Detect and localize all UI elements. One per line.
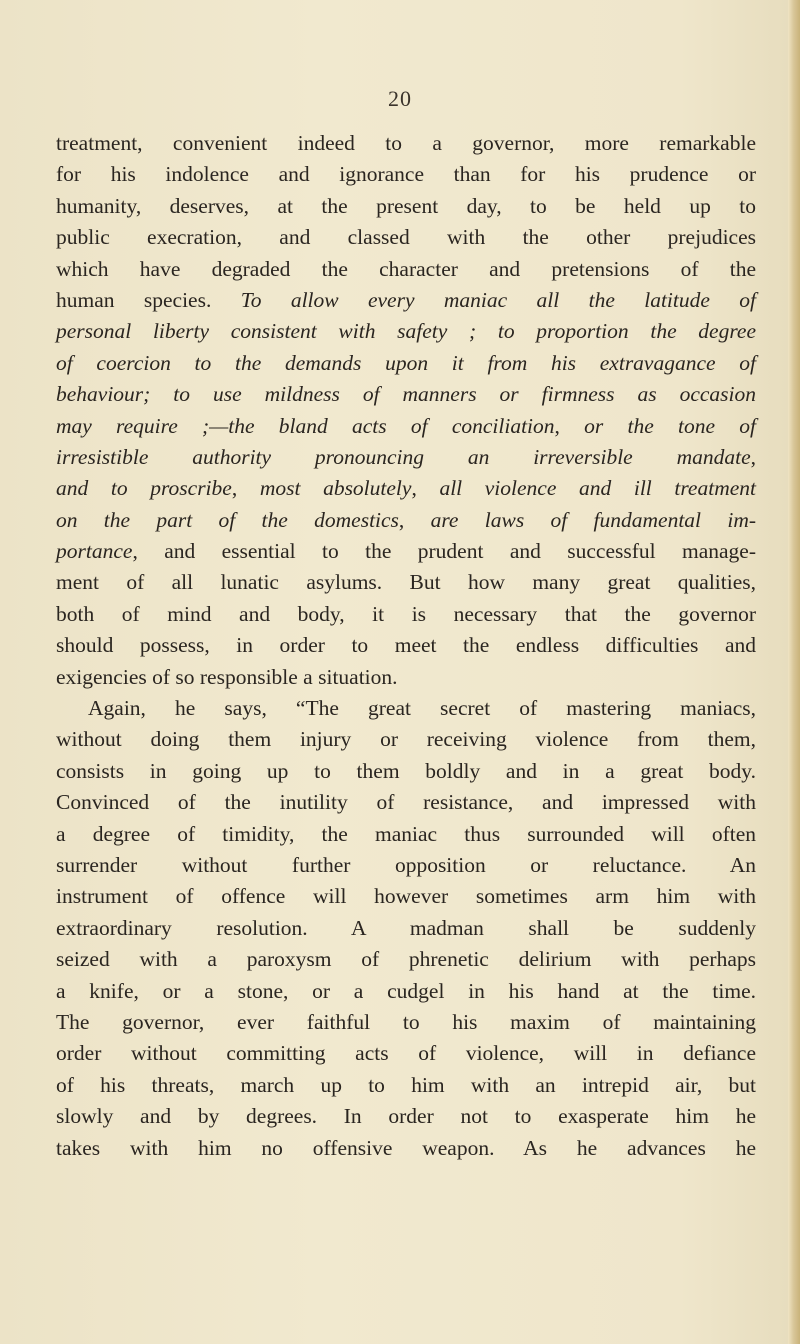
text-segment: ment of all lunatic asylums. But how many great qualities, [56,570,756,595]
text-segment: Again, he says, “The great secret of mastering maniacs, [88,696,756,721]
text-line [56,442,756,473]
text-line [56,1038,756,1069]
text-segment: humanity, deserves, at the present day, to be held up to [56,193,756,218]
text-line [56,567,756,598]
text-line [56,819,756,850]
italic-text: personal liberty consistent with safety ; to proportion the degree [56,319,756,344]
text-line [56,222,756,253]
text-line [56,976,756,1007]
text-line [56,191,756,222]
page-number: 20 [388,86,412,111]
text-line [56,254,756,285]
text-line [56,348,756,379]
italic-text: on the part of the domestics [56,507,399,532]
text-line [56,944,756,975]
text-line [56,756,756,787]
body-text [56,128,756,1164]
text-line [56,1133,756,1164]
text-segment: Convinced of the inutility of resistance, and impressed with [56,790,756,815]
text-line [56,473,756,504]
text-segment: , and essential to the prudent and successful manage- [132,539,756,564]
text-line [56,1070,756,1101]
text-segment: which have degraded the character and pretensions of the [56,256,756,281]
italic-text: are laws of fundamental im- [430,507,756,532]
text-line [56,285,756,316]
text-segment: instrument of offence will however sometimes arm him with [56,884,756,909]
text-line [56,913,756,944]
text-line [56,787,756,818]
italic-text: all violence and ill treatment [439,476,756,501]
text-line [56,536,756,567]
text-segment: public execration, and classed with the other prejudices [56,225,756,250]
text-segment: seized with a paroxysm of phrenetic delirium with perhaps [56,947,756,972]
page-edge [788,0,800,1344]
text-line [56,599,756,630]
text-segment: extraordinary resolution. A madman shall be suddenly [56,915,756,940]
text-line [56,850,756,881]
text-line [56,505,756,536]
text-segment: takes with him no offensive weapon. As he advances he [56,1135,756,1160]
text-segment: The governor, ever faithful to his maxim of maintaining [56,1009,756,1034]
text-segment: human species. [56,287,241,312]
text-segment: for his indolence and ignorance than for his prudence or [56,162,756,187]
italic-text: portance [56,539,133,564]
text-segment: slowly and by degrees. In order not to exasperate him he [56,1104,756,1129]
text-segment: a knife, or a stone, or a cudgel in his hand at the time. [56,978,756,1003]
text-line [56,1007,756,1038]
text-line [56,630,756,661]
italic-text: may require ;—the bland acts of conciliation [56,413,555,438]
text-line [56,881,756,912]
italic-text: or the tone of [584,413,757,438]
italic-text: of coercion to the demands upon it from his extravagance of [56,350,756,375]
text-segment: treatment, convenient indeed to a governor, more remarkable [56,131,756,155]
text-line [56,693,756,724]
text-segment: should possess, in order to meet the endless difficulties and [56,633,756,658]
text-segment: , [398,507,431,532]
text-line [56,159,756,190]
italic-text: behaviour; to use mildness of manners or firmness as occasion [56,382,756,407]
text-segment: both of mind and body, it is necessary that the governor [56,601,756,626]
text-line [56,411,756,442]
text-segment: surrender without further opposition or reluctance. An [56,852,756,877]
text-line [56,379,756,410]
text-segment: of his threats, march up to him with an intrepid air, but [56,1072,756,1097]
text-segment: , [411,476,440,501]
text-segment: a degree of timidity, the maniac thus surrounded will often [56,821,756,846]
text-line [56,662,756,693]
text-segment: , [554,413,585,438]
text-line [56,1101,756,1132]
text-segment: consists in going up to them boldly and in a great body. [56,758,756,783]
italic-text: and to proscribe [56,476,232,501]
text-segment: order without committing acts of violence, will in defiance [56,1041,756,1066]
text-segment: , [750,444,756,469]
italic-text: most absolutely [259,476,412,501]
italic-text: irresistible authority pronouncing an irreversible mandate [56,444,751,469]
text-segment: without doing them injury or receiving violence from them, [56,727,756,752]
italic-text: To allow every maniac all the latitude of [240,287,756,312]
text-line [56,128,756,159]
text-line [56,724,756,755]
text-line [56,316,756,347]
text-segment: exigencies of so responsible a situation. [56,664,398,689]
text-segment: , [231,476,260,501]
